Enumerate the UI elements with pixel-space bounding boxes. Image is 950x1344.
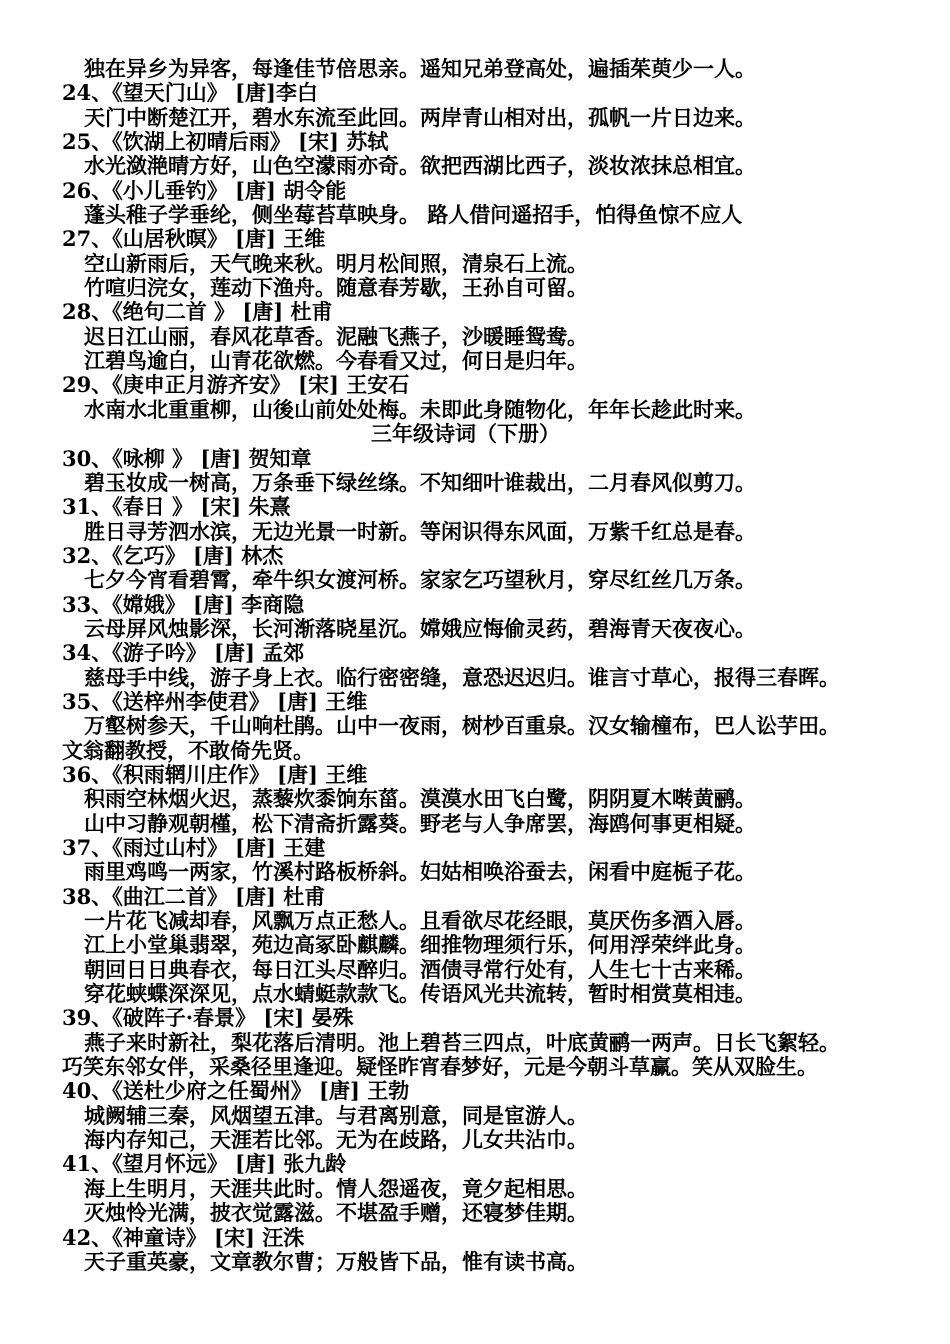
poem-line: 天门中断楚江开，碧水东流至此回。两岸青山相对出，孤帆一片日边来。 — [84, 104, 756, 130]
poem-line: 胜日寻芳泗水滨，无边光景一时新。等闲识得东风面，万紫千红总是春。 — [84, 518, 756, 544]
poem-line: 朝回日日典春衣，每日江头尽醉归。酒债寻常行处有，人生七十古来稀。 — [84, 956, 756, 982]
poem-line: 一片花飞减却春，风飘万点正愁人。且看欲尽花经眼，莫厌伤多酒入唇。 — [84, 908, 756, 934]
poem-continuation-line: 巧笑东邻女伴，采桑径里逢迎。疑怪昨宵春梦好，元是今朝斗草赢。笑从双脸生。 — [62, 1054, 818, 1080]
poem-heading: 33、《嫦娥》 [唐] 李商隐 — [62, 591, 305, 617]
poem-line: 竹喧归浣女，莲动下渔舟。随意春芳歇，王孙自可留。 — [84, 275, 588, 301]
poem-heading: 24、《望天门山》 [唐]李白 — [62, 80, 318, 106]
poem-line: 蓬头稚子学垂纶，侧坐莓苔草映身。 路人借问遥招手，怕得鱼惊不应人 — [84, 202, 743, 228]
poem-heading: 30、《咏柳 》 [唐] 贺知章 — [62, 445, 312, 471]
poem-line: 积雨空林烟火迟，蒸藜炊黍饷东菑。漠漠水田飞白鹭，阴阴夏木啭黄鹂。 — [84, 786, 756, 812]
poem-line: 山中习静观朝槿，松下清斋折露葵。野老与人争席罢，海鸥何事更相疑。 — [84, 810, 756, 836]
poem-heading: 36、《积雨辋川庄作》 [唐] 王维 — [62, 761, 368, 787]
poem-line: 海上生明月，天涯共此时。情人怨遥夜，竟夕起相思。 — [84, 1175, 588, 1201]
poem-line: 江上小堂巢翡翠，苑边高冢卧麒麟。细推物理须行乐，何用浮荣绊此身。 — [84, 932, 756, 958]
poem-line: 燕子来时新社，梨花落后清明。池上碧苔三四点，叶底黄鹂一两声。日长飞絮轻。 — [84, 1029, 840, 1055]
poem-line: 穿花蛱蝶深深见，点水蜻蜓款款飞。传语风光共流转，暂时相赏莫相违。 — [84, 981, 756, 1007]
poem-line: 城阙辅三秦，风烟望五津。与君离别意，同是宦游人。 — [84, 1102, 588, 1128]
poem-heading: 31、《春日 》 [宋] 朱熹 — [62, 494, 291, 520]
poem-line: 海内存知己，天涯若比邻。无为在歧路，儿女共沾巾。 — [84, 1127, 588, 1153]
poem-line: 慈母手中线，游子身上衣。临行密密缝，意恐迟迟归。谁言寸草心，报得三春晖。 — [84, 664, 840, 690]
poem-line: 碧玉妆成一树高，万条垂下绿丝绦。不知细叶谁裁出，二月春风似剪刀。 — [84, 469, 756, 495]
poem-line: 迟日江山丽，春风花草香。泥融飞燕子，沙暖睡鸳鸯。 — [84, 323, 588, 349]
poem-line: 天子重英豪，文章教尔曹；万般皆下品，惟有读书高。 — [84, 1248, 588, 1274]
poem-heading: 27、《山居秋暝》 [唐] 王维 — [62, 226, 326, 252]
poem-heading: 38、《曲江二首》 [唐] 杜甫 — [62, 883, 326, 909]
section-title: 三年级诗词（下册） — [371, 421, 560, 447]
poem-heading: 26、《小儿垂钓》 [唐] 胡令能 — [62, 177, 347, 203]
poem-heading: 28、《绝句二首 》 [唐] 杜甫 — [62, 299, 333, 325]
document-page — [62, 57, 922, 1274]
poem-line: 水光潋滟晴方好，山色空濛雨亦奇。欲把西湖比西子，淡妆浓抹总相宜。 — [84, 153, 756, 179]
poem-line: 江碧鸟逾白，山青花欲燃。今春看又过，何日是归年。 — [84, 348, 588, 374]
poem-heading: 25、《饮湖上初晴后雨》 [宋] 苏轼 — [62, 129, 389, 155]
poem-line: 空山新雨后，天气晚来秋。明月松间照，清泉石上流。 — [84, 250, 588, 276]
poem-line: 雨里鸡鸣一两家，竹溪村路板桥斜。妇姑相唤浴蚕去，闲看中庭栀子花。 — [84, 859, 756, 885]
poem-heading: 40、《送杜少府之任蜀州》 [唐] 王勃 — [62, 1078, 410, 1104]
poem-line: 水南水北重重柳，山後山前处处梅。未即此身随物化，年年长趁此时来。 — [84, 396, 756, 422]
poem-heading: 37、《雨过山村》 [唐] 王建 — [62, 835, 326, 860]
poem-line: 独在异乡为异客，每逢佳节倍思亲。遥知兄弟登高处，遍插茱萸少一人。 — [84, 56, 756, 81]
poem-heading: 39、《破阵子·春景》 [宋] 晏殊 — [62, 1005, 354, 1031]
poem-heading: 35、《送梓州李使君》 [唐] 王维 — [62, 688, 368, 714]
poem-heading: 41、《望月怀远》 [唐] 张九龄 — [62, 1151, 347, 1177]
poem-line: 灭烛怜光满，披衣觉露滋。不堪盈手赠，还寝梦佳期。 — [84, 1200, 588, 1226]
poem-heading: 34、《游子吟》 [唐] 孟郊 — [62, 640, 305, 666]
poem-continuation-line: 文翁翻教授，不敢倚先贤。 — [62, 737, 314, 763]
poem-heading: 29、《庚申正月游齐安》 [宋] 王安石 — [62, 372, 410, 398]
poem-line: 云母屏风烛影深，长河渐落晓星沉。嫦娥应悔偷灵药，碧海青天夜夜心。 — [84, 615, 756, 641]
poem-heading: 32、《乞巧》 [唐] 林杰 — [62, 542, 284, 568]
poem-line: 七夕今宵看碧霄，牵牛织女渡河桥。家家乞巧望秋月，穿尽红丝几万条。 — [84, 567, 756, 593]
poem-line: 万壑树参天，千山响杜鹃。山中一夜雨，树杪百重泉。汉女输橦布，巴人讼芋田。 — [84, 713, 840, 739]
poem-heading: 42、《神童诗》 [宋] 汪洙 — [62, 1224, 305, 1250]
